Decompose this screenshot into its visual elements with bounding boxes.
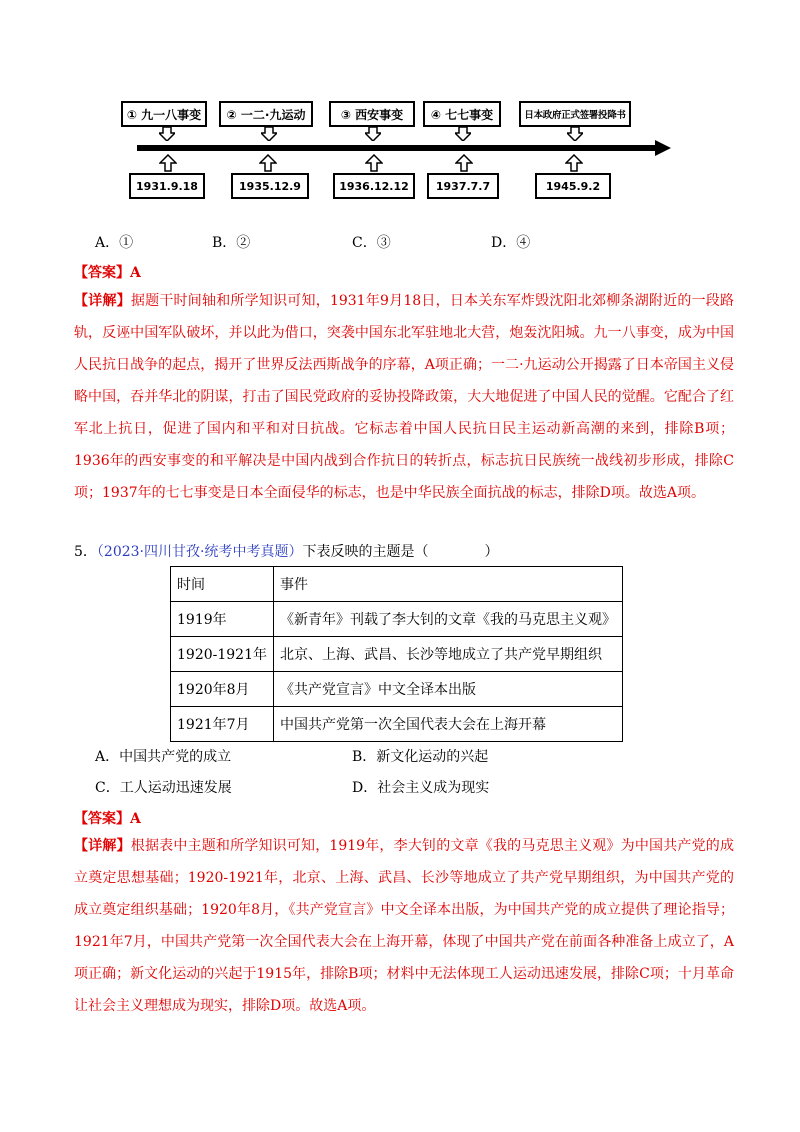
q5-option-b: B．新文化运动的兴起 [352, 749, 489, 765]
q5-answer [74, 808, 141, 828]
q5-source: （2023·四川甘孜·统考中考真题） [96, 544, 303, 560]
q4-explanation [74, 285, 734, 509]
date-box-3: 1936.12.12 [333, 173, 415, 199]
event-box-4: ④ 七七事变 [423, 101, 501, 127]
table-cell: 1921年7月 [171, 707, 274, 742]
down-arrow-icon [159, 127, 175, 141]
up-arrow-icon [159, 154, 177, 172]
down-arrow-icon [567, 127, 583, 141]
date-box-1: 1931.9.18 [129, 173, 205, 199]
event-box-5: 日本政府正式签署投降书 [519, 101, 631, 127]
q4-option-b: B．② [212, 235, 251, 251]
q4-option-c: C．③ [352, 235, 391, 251]
table-cell: 中国共产党第一次全国代表大会在上海开幕 [274, 707, 623, 742]
down-arrow-icon [455, 127, 471, 141]
table-header-row [171, 567, 623, 602]
q4-option-d: D．④ [491, 235, 531, 251]
date-box-4: 1937.7.7 [427, 173, 499, 199]
event-box-3: ③ 西安事变 [329, 101, 415, 127]
q4-option-a: A．① [95, 235, 134, 251]
answer-tag: 【答案】 [74, 811, 130, 827]
answer-value: A [130, 265, 141, 281]
table-row [171, 672, 623, 707]
q5-stem: 下表反映的主题是（ ） [302, 544, 499, 560]
q5-number: 5． [74, 544, 97, 560]
up-arrow-icon [565, 154, 583, 172]
explain-tag: 【详解】 [74, 293, 131, 309]
down-arrow-icon [261, 127, 277, 141]
q4-answer [74, 262, 141, 282]
table-cell: 《共产党宣言》中文全译本出版 [274, 672, 623, 707]
explain-tag: 【详解】 [74, 838, 131, 854]
q5-option-a: A．中国共产党的成立 [95, 749, 232, 765]
table-cell: 北京、上海、武昌、长沙等地成立了共产党早期组织 [274, 637, 623, 672]
table-cell: 1920年8月 [171, 672, 274, 707]
table-cell: 《新青年》刊载了李大钊的文章《我的马克思主义观》 [274, 602, 623, 637]
table-header-cell: 时间 [171, 567, 274, 602]
q5-explanation [74, 830, 734, 1022]
table-row [171, 707, 623, 742]
explain-text: 据题干时间轴和所学知识可知，1931年9月18日，日本关东军炸毁沈阳北郊柳条湖附近的一段路轨，反诬中国军队破坏，并以此为借口，突袭中国东北军驻地北大营，炮轰沈阳城。九一八事变，成为中国人民抗日战争的起点，揭开了世界反法西斯战争的序幕，A项正确；一二·九运动公开揭露了日本帝国主义侵略中国，吞并华北的阴谋，打击了国民党政府的妥协投降政策，大大地促进了中国人民的觉醒。它配合了红军北上抗日，促进了国内和平和对日抗战。它标志着中国人民抗日民主运动新高潮的来到，排除B项；1936年的西安事变的和平解决是中国内战到合作抗日的转折点，标志抗日民族统一战线初步形成，排除C项；1937年的七七事变是日本全面侵华的标志，也是中华民族全面抗战的标志，排除D项。故选A项。 [74, 293, 735, 501]
date-box-5: 1945.9.2 [535, 173, 611, 199]
answer-value: A [130, 811, 141, 827]
date-box-2: 1935.12.9 [231, 173, 309, 199]
table-row [171, 637, 623, 672]
up-arrow-icon [455, 154, 473, 172]
event-box-1: ① 九一八事变 [121, 101, 207, 127]
axis-arrowhead-icon [655, 140, 671, 156]
q5-option-c: C．工人运动迅速发展 [95, 780, 232, 796]
answer-tag: 【答案】 [74, 265, 130, 281]
table-cell: 1919年 [171, 602, 274, 637]
table-cell: 1920-1921年 [171, 637, 274, 672]
table-header-cell: 事件 [274, 567, 623, 602]
timeline-axis [137, 145, 657, 151]
explain-text: 根据表中主题和所学知识可知，1919年，李大钊的文章《我的马克思主义观》为中国共产党的成立奠定思想基础；1920-1921年，北京、上海、武昌、长沙等地成立了共产党早期组织，为中国共产党的成立奠定组织基础；1920年8月，《共产党宣言》中文全译本出版，为中国共产党的成立提供了理论指导；1921年7月，中国共产党第一次全国代表大会在上海开幕，体现了中国共产党在前面各种准备上成立了，A项正确；新文化运动的兴起于1915年，排除B项；材料中无法体现工人运动迅速发展，排除C项；十月革命让社会主义理想成为现实，排除D项。故选A项。 [74, 838, 734, 1014]
up-arrow-icon [259, 154, 277, 172]
down-arrow-icon [365, 127, 381, 141]
events-table [170, 566, 623, 742]
table-row [171, 602, 623, 637]
timeline-figure [115, 95, 675, 205]
event-box-2: ② 一二·九运动 [219, 101, 313, 127]
q5-option-d: D．社会主义成为现实 [352, 780, 490, 796]
q5-question [74, 541, 498, 561]
up-arrow-icon [365, 154, 383, 172]
